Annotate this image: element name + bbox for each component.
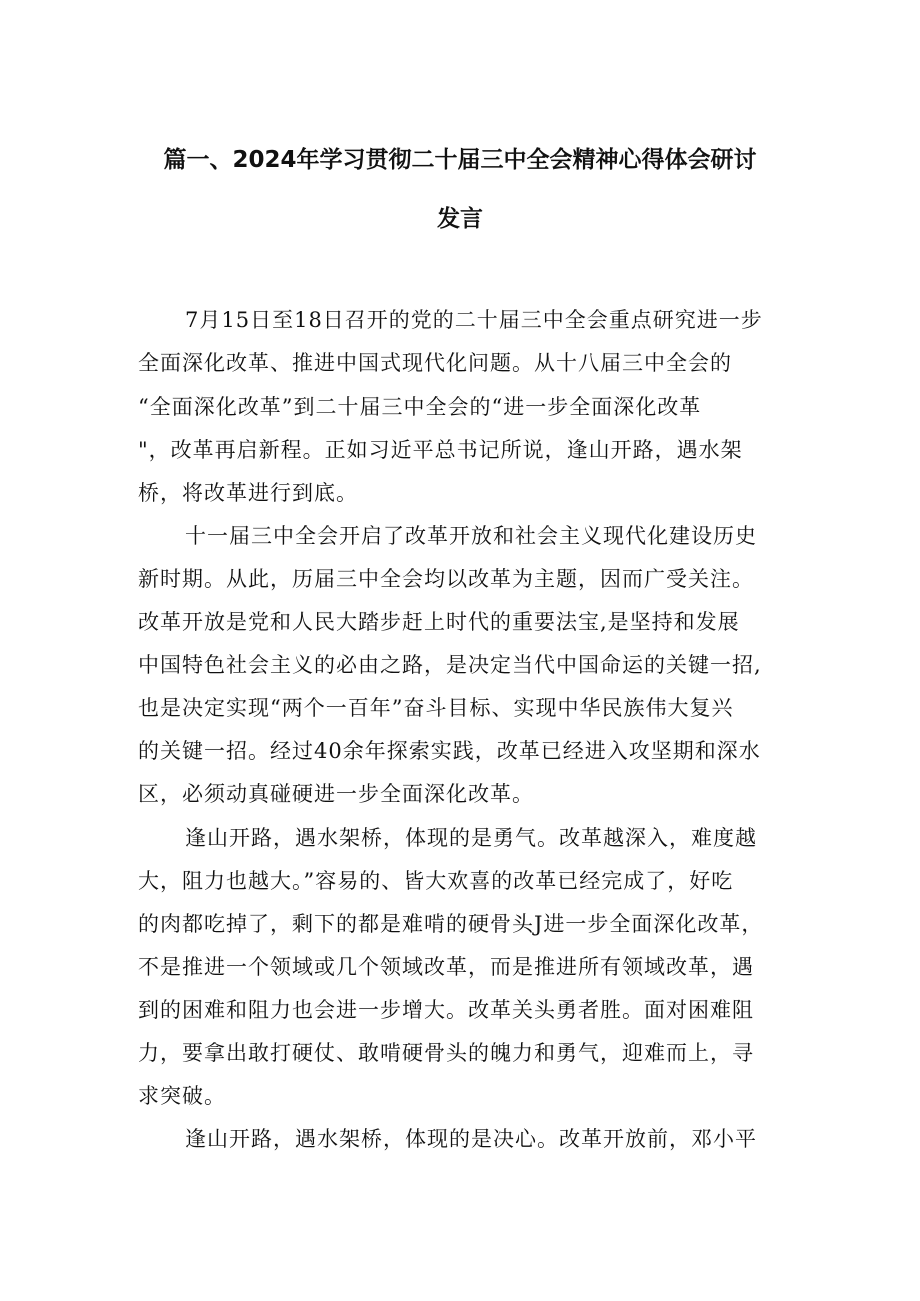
paragraph-2-line-6: 的关键一招。经过40余年探索实践，改革已经进入攻坚期和深水: [138, 739, 761, 763]
paragraph-3-line-6: 力，要拿出敢打硬仗、敢啃硬骨头的魄力和勇气，迎难而上，寻: [138, 1041, 754, 1065]
paragraph-1-line-3: “全面深化改革”到二十届三中全会的“进一步全面深化改革: [138, 395, 702, 419]
paragraph-2-line-1: 十一届三中全会开启了改革开放和社会主义现代化建设历史: [185, 524, 757, 548]
paragraph-1-line-1: 7月15日至18日召开的党的二十届三中全会重点研究进一步: [185, 308, 763, 332]
paragraph-2-line-2: 新时期。从此，历届三中全会均以改革为主题，因而广受关注。: [138, 567, 754, 591]
paragraph-2-line-7: 区，必须动真碰硬进一步全面深化改革。: [138, 782, 534, 806]
paragraph-3-line-4: 不是推进一个领域或几个领域改革，而是推进所有领域改革，遇: [138, 955, 754, 979]
paragraph-2-line-3: 改革开放是党和人民大踏步赶上时代的重要法宝,是坚持和发展: [138, 610, 740, 634]
paragraph-1-line-5: 桥，将改革进行到底。: [138, 481, 358, 505]
paragraph-3-line-7: 求突破。: [138, 1084, 226, 1108]
paragraph-4-line-1: 逢山开路，遇水架桥，体现的是决心。改革开放前，邓小平: [185, 1127, 757, 1151]
paragraph-3-line-2: 大，阻力也越大。”容易的、皆大欢喜的改革已经完成了，好吃: [138, 869, 734, 893]
paragraph-1-line-4: "，改革再启新程。正如习近平总书记所说，逢山开路，遇水架: [138, 438, 743, 462]
paragraph-3-line-3: 的肉都吃掉了，剩下的都是难啃的硬骨头J进一步全面深化改革，: [138, 912, 764, 936]
paragraph-3-line-5: 到的困难和阻力也会进一步增大。改革关头勇者胜。面对困难阻: [138, 998, 754, 1022]
paragraph-2-line-4: 中国特色社会主义的必由之路，是决定当代中国命运的关键一招,: [138, 653, 762, 677]
document-title-line-2: 发言: [437, 206, 483, 232]
paragraph-3-line-1: 逢山开路，遇水架桥，体现的是勇气。改革越深入，难度越: [185, 826, 757, 850]
paragraph-2-line-5: 也是决定实现“两个一百年”奋斗目标、实现中华民族伟大复兴: [138, 696, 734, 720]
document-title-line-1: 篇一、2024年学习贯彻二十届三中全会精神心得体会研讨: [163, 147, 757, 173]
paragraph-1-line-2: 全面深化改革、推进中国式现代化问题。从十八届三中全会的: [138, 351, 732, 375]
